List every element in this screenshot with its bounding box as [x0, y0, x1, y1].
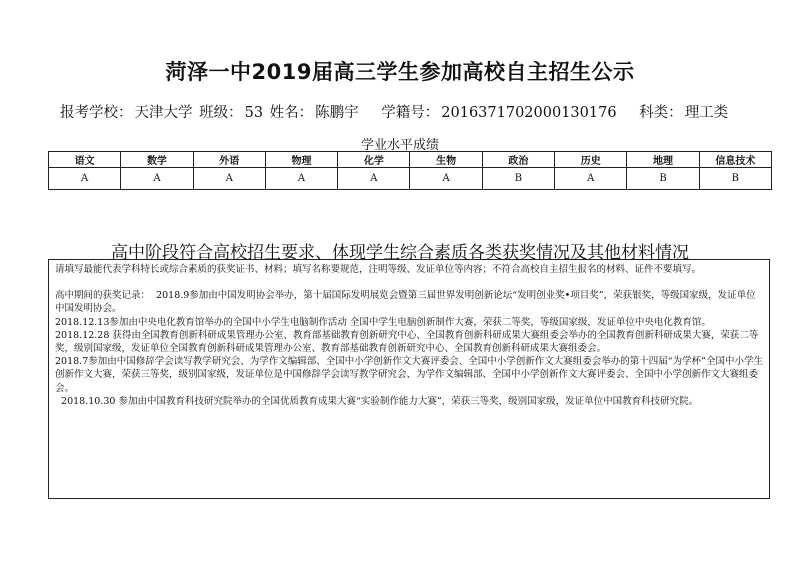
subject-header: 生物	[410, 152, 482, 168]
grades-table	[48, 151, 772, 190]
subject-header: 政治	[482, 152, 554, 168]
award-record	[55, 395, 763, 408]
award-record: 2018.9参加由中国发明协会举办，第十届国际发明展览会暨第三届世界发明创新论坛“发明创业奖•项目奖”，荣获银奖，等级国家级，发证单位中国发明协会。	[55, 290, 756, 315]
subject-header: 化学	[338, 152, 410, 168]
grades-header-row	[49, 152, 772, 168]
grades-section-title: 学业水平成绩	[360, 138, 439, 153]
subject-header: 外语	[193, 152, 265, 168]
subject-header: 语文	[49, 152, 121, 168]
award-record-text: 2018.10.30 参加由中国教育科技研究院举办的全国优质教育成果大赛“实验制作能力大赛”，荣获三等奖，级别国家级，发证单位中国教育科技研究院。	[61, 395, 699, 407]
awards-instructions: 请填写最能代表学科特长或综合素质的获奖证书、材料；填写名称要规范，注明等级、发证单位等内容；不符合高校自主招生报名的材料、证件不要填写。	[55, 264, 702, 275]
grade-cell: B	[482, 168, 554, 190]
class-value: 53	[244, 105, 264, 121]
grade-cell: B	[699, 168, 771, 190]
award-record: 2018.12.28 获得由全国教育创新科研成果管理办公室、教育部基础教育创新研究中心、全国教育创新科研成果大赛组委会举办的全国教育创新科研成果大赛，荣获二等奖，级别国家级，发证单位全国教育创新科研成果管理办公室、教育部基础教育创新研究中心、全国教育创新科研成果大赛组委会。	[55, 329, 759, 355]
grades-value-row	[49, 168, 772, 190]
awards-section-title: 高中阶段符合高校招生要求、体现学生综合素质各类获奖情况及其他材料情况	[111, 243, 689, 263]
grade-cell: A	[193, 168, 265, 190]
grade-cell: A	[555, 168, 627, 190]
school-label: 报考学校：	[60, 105, 133, 121]
school-value: 天津大学	[134, 105, 193, 121]
grade-cell: A	[338, 168, 410, 190]
student-id-value: 2016371702000130176	[441, 105, 617, 121]
subject-header: 物理	[265, 152, 337, 168]
grade-cell: A	[121, 168, 193, 190]
category-value: 理工类	[684, 105, 729, 121]
awards-records-heading	[55, 289, 763, 315]
class-label: 班级：	[199, 105, 243, 121]
name-value: 陈鹏宇	[315, 105, 359, 121]
grade-cell: B	[627, 168, 699, 190]
awards-box	[48, 259, 770, 499]
grade-cell: A	[49, 168, 121, 190]
page-title: 菏泽一中2019届高三学生参加高校自主招生公示	[165, 60, 635, 84]
award-record: 2018.12.13参加由中央电化教育馆举办的全国中小学生电脑制作活动 全国中学生电脑创新制作大赛，荣获二等奖，等级国家级，发证单位中央电化教育馆。	[55, 316, 711, 328]
records-heading-label: 高中期间的获奖记录：	[55, 290, 151, 302]
grade-cell: A	[265, 168, 337, 190]
award-record: 2018.7参加由中国修辞学会读写教学研究会、为学作文编辑部、全国中小学创新作文大赛评委会、全国中小学创新作文大赛组委会举办的第十四届“为学杯”全国中小学生创新作文大赛，荣获三等奖，级别国家级，发证单位是中国修辞学会读写教学研究会、为学作文编辑部、全国中小学创新作文大赛评委会、全国中小学创新作文大赛组委会。	[55, 356, 763, 394]
name-label: 姓名：	[269, 105, 314, 121]
grade-cell: A	[410, 168, 482, 190]
subject-header: 地理	[627, 152, 699, 168]
subject-header: 信息技术	[699, 152, 771, 168]
subject-header: 数学	[121, 152, 193, 168]
subject-header: 历史	[555, 152, 627, 168]
category-label: 科类：	[639, 105, 683, 121]
student-info	[60, 101, 780, 122]
student-id-label: 学籍号：	[381, 105, 440, 121]
